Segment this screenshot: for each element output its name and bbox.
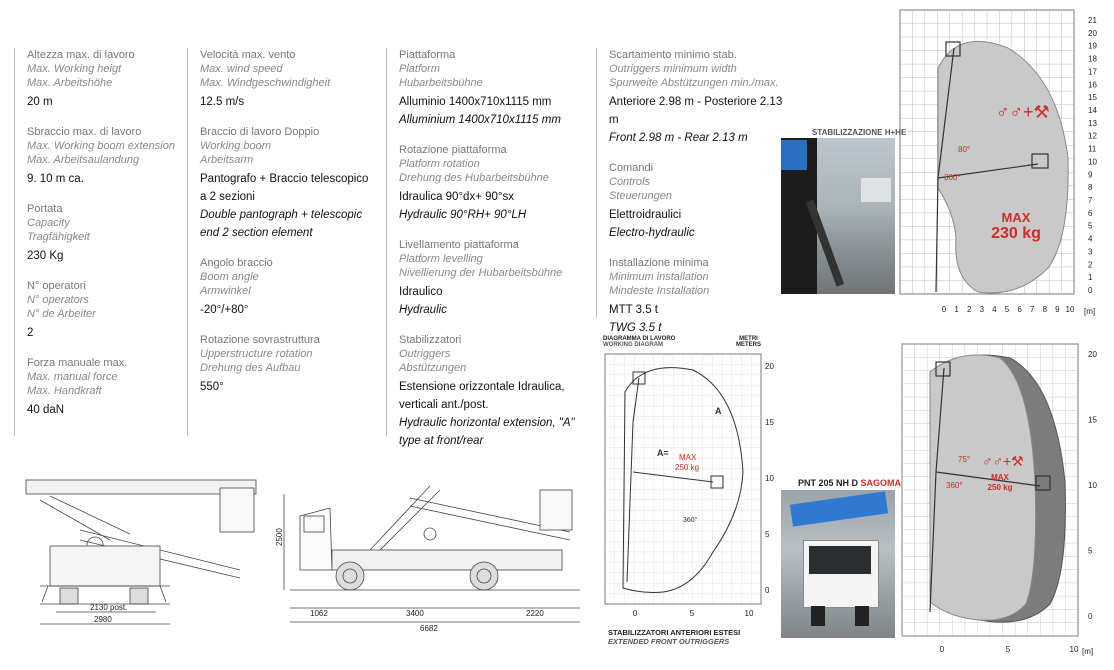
diagram-mid-unit: METRI METERS xyxy=(736,336,762,348)
spec-label-de: Hubarbeitsbühne xyxy=(399,77,483,89)
working-diagram-mid xyxy=(603,352,778,622)
spec-label-it: Braccio di lavoro Doppio xyxy=(200,126,320,138)
axis-tick-label: 19 xyxy=(1088,41,1097,51)
capacity-kg-top: 230 kg xyxy=(991,225,1041,242)
kg-mid: 250 kg xyxy=(675,463,700,472)
spec-column-4 xyxy=(596,48,789,334)
spec-label-de: Spurweite Abstützungen min./max. xyxy=(609,77,779,89)
spec-value-en: Electro-hydraulic xyxy=(609,227,695,239)
axis-tick-label: 16 xyxy=(1088,80,1097,90)
photo-mid-caption: PNT 205 NH D SAGOMA xyxy=(798,478,902,488)
spec-value: 12.5 m/s xyxy=(200,96,245,108)
spec-label-en: Max. Working boom extension xyxy=(27,140,175,152)
spec-label-it: Rotazione sovrastruttura xyxy=(200,334,320,346)
capacity-max-top: MAX xyxy=(1001,210,1031,225)
spec-label-en: Max. Working heigt xyxy=(27,63,122,75)
axis-tick-label: 0 xyxy=(765,586,770,595)
spec-value: Alluminio 1400x710x1115 mm xyxy=(399,96,552,108)
spec-label-de: Abstützungen xyxy=(399,362,467,374)
spec-label-de: Max. Windgeschwindigheit xyxy=(200,77,331,89)
axis-tick-label: 18 xyxy=(1088,54,1097,64)
spec-value: 550° xyxy=(200,381,224,393)
axis-tick-label: 20 xyxy=(765,362,774,371)
spec-item xyxy=(27,279,187,342)
spec-label-en: Max. manual force xyxy=(27,371,118,383)
axis-tick-label: 15 xyxy=(765,418,774,427)
spec-label-de: Max. Arbeitshöhe xyxy=(27,77,113,89)
axis-tick-label: 2 xyxy=(966,305,972,314)
spec-column-3 xyxy=(386,48,599,447)
axis-tick-label: 10 xyxy=(1065,305,1075,314)
persons-icon: ♂♂+⚒ xyxy=(996,102,1050,122)
spec-label-it: Scartamento minimo stab. xyxy=(609,49,737,61)
axis-tick-label: 10 xyxy=(1088,157,1097,167)
spec-label-it: Sbraccio max. di lavoro xyxy=(27,126,142,138)
spec-item xyxy=(609,256,789,337)
axis-tick-label: 10 xyxy=(1069,645,1079,654)
axis-tick-label: 17 xyxy=(1088,67,1097,77)
axis-tick-label: 5 xyxy=(689,609,695,618)
spec-value: 9. 10 m ca. xyxy=(27,173,84,185)
spec-label-it: Piattaforma xyxy=(399,49,456,61)
spec-value: Estensione orizzontale Idraulica, verticali ant./post. xyxy=(399,381,565,411)
spec-item xyxy=(27,356,187,419)
spec-label-it: Livellamento piattaforma xyxy=(399,239,519,251)
spec-label-en: Outriggers xyxy=(399,348,451,360)
axis-tick-label: 8 xyxy=(1088,183,1093,193)
spec-value: Idraulica 90°dx+ 90°sx xyxy=(399,191,514,203)
spec-label-de: Steuerungen xyxy=(609,190,672,202)
spec-value: 230 Kg xyxy=(27,250,64,262)
rot-360-top: 360° xyxy=(944,173,961,182)
spec-item xyxy=(27,48,187,111)
axis-tick-label: 2 xyxy=(1088,260,1093,270)
axis-tick-label: 6 xyxy=(1017,305,1022,314)
truck-photo-front xyxy=(781,490,895,638)
spec-value-en: Double pantograph + telescopic end 2 section element xyxy=(200,209,363,239)
axis-tick-label: 15 xyxy=(1088,415,1097,425)
unit-m-top: [m] xyxy=(1084,307,1096,316)
spec-value: Idraulico xyxy=(399,286,443,298)
axis-tick-label: 4 xyxy=(1088,234,1093,244)
spec-item xyxy=(200,256,378,319)
spec-label-de: Armwinkel xyxy=(200,285,251,297)
axis-tick-label: 20 xyxy=(1088,350,1097,359)
spec-value: 2 xyxy=(27,327,34,339)
max-mid: MAX xyxy=(679,453,697,462)
axis-tick-label: 5 xyxy=(1088,546,1093,556)
axis-tick-label: 10 xyxy=(1088,481,1097,490)
spec-value: -20°/+80° xyxy=(200,304,249,316)
axis-tick-label: 11 xyxy=(1088,144,1097,154)
rot-360-bottom: 360° xyxy=(946,481,963,490)
spec-label-en: Platform rotation xyxy=(399,158,480,170)
rear-view-drawing xyxy=(20,470,260,640)
spec-item xyxy=(27,125,187,188)
axis-tick-label: 5 xyxy=(1088,221,1093,231)
spec-item xyxy=(609,161,789,242)
axis-tick-label: 9 xyxy=(1055,305,1060,314)
axis-tick-label: 14 xyxy=(1088,106,1097,115)
spec-label-it: Installazione minima xyxy=(609,257,709,269)
spec-label-it: Forza manuale max. xyxy=(27,357,128,369)
dim-6682: 6682 xyxy=(420,624,438,633)
spec-value: Anteriore 2.98 m - Posteriore 2.13 m xyxy=(609,96,783,126)
rot-mid: 360° xyxy=(683,517,698,524)
spec-label-en: Working boom xyxy=(200,140,271,152)
axis-tick-label: 4 xyxy=(992,305,997,314)
spec-label-de: Nivellierung der Hubarbeitsbühne xyxy=(399,267,563,279)
max-bottom: MAX xyxy=(991,473,1009,482)
dim-2980: 2980 xyxy=(94,615,112,624)
dim-3400: 3400 xyxy=(406,609,424,618)
spec-value-en: TWG 3.5 t xyxy=(609,322,662,334)
axis-tick-label: 8 xyxy=(1042,305,1048,314)
spec-label-it: Angolo braccio xyxy=(200,257,273,269)
spec-column-1 xyxy=(14,48,187,436)
spec-value-en: Hydraulic horizontal extension, "A" type at front/rear xyxy=(399,417,575,447)
working-diagram-bottom xyxy=(900,342,1110,660)
spec-label-de: Arbeitsarm xyxy=(200,154,254,166)
axis-tick-label: 0 xyxy=(632,609,638,618)
axis-tick-label: 0 xyxy=(1088,286,1093,295)
spec-value-en: Alluminium 1400x710x1115 mm xyxy=(399,114,561,126)
spec-label-en: Boom angle xyxy=(200,271,259,283)
axis-tick-label: 21 xyxy=(1088,16,1097,25)
spec-label-de: Mindeste Installation xyxy=(609,285,710,297)
axis-tick-label: 20 xyxy=(1088,28,1097,38)
axis-tick-label: 10 xyxy=(744,609,754,618)
spec-value-en: Hydraulic 90°RH+ 90°LH xyxy=(399,209,527,221)
spec-label-en: Upperstructure rotation xyxy=(200,348,313,360)
spec-label-it: Comandi xyxy=(609,162,654,174)
spec-label-de: N° de Arbeiter xyxy=(27,308,96,320)
axis-tick-label: 6 xyxy=(1088,208,1093,218)
axis-tick-label: 3 xyxy=(1088,247,1093,257)
spec-label-it: N° operatori xyxy=(27,280,86,292)
axis-tick-label: 5 xyxy=(1005,645,1011,654)
axis-tick-label: 5 xyxy=(1004,305,1010,314)
spec-label-en: N° operators xyxy=(27,294,89,306)
truck-side-view-drawing xyxy=(270,470,600,635)
spec-item xyxy=(609,48,789,147)
axis-tick-label: 0 xyxy=(941,305,947,314)
spec-label-de: Max. Handkraft xyxy=(27,385,102,397)
axis-tick-label: 7 xyxy=(1088,196,1093,205)
spec-value-en: Front 2.98 m - Rear 2.13 m xyxy=(609,132,748,144)
spec-value: 40 daN xyxy=(27,404,65,416)
axis-tick-label: 5 xyxy=(765,530,770,539)
persons-icon-bottom: ♂♂+⚒ xyxy=(982,453,1024,469)
diagram-mid-title: DIAGRAMMA DI LAVORO WORKING DIAGRAM xyxy=(603,336,676,348)
spec-label-en: Platform xyxy=(399,63,440,75)
axis-tick-label: 13 xyxy=(1088,118,1097,128)
spec-value-en: Hydraulic xyxy=(399,304,447,316)
axis-tick-label: 7 xyxy=(1029,305,1035,314)
spec-label-it: Rotazione piattaforma xyxy=(399,144,507,156)
angle-75: 75° xyxy=(958,455,971,464)
spec-item xyxy=(27,202,187,265)
unit-m-bottom: [m] xyxy=(1082,647,1094,656)
axis-tick-label: 10 xyxy=(765,474,774,483)
spec-label-it: Stabilizzatori xyxy=(399,334,462,346)
spec-item xyxy=(200,333,378,396)
truck-photo-top xyxy=(781,138,895,294)
spec-item xyxy=(399,48,599,129)
spec-value: Pantografo + Braccio telescopico a 2 sezioni xyxy=(200,173,369,203)
spec-label-en: Outriggers minimum width xyxy=(609,63,737,75)
axis-tick-label: 12 xyxy=(1088,131,1097,141)
spec-item xyxy=(399,143,599,224)
axis-tick-label: 0 xyxy=(1088,612,1093,621)
spec-label-en: Platform levelling xyxy=(399,253,483,265)
spec-label-it: Portata xyxy=(27,203,63,215)
spec-label-en: Controls xyxy=(609,176,650,188)
spec-label-it: Altezza max. di lavoro xyxy=(27,49,135,61)
spec-label-en: Capacity xyxy=(27,217,70,229)
spec-label-de: Drehung des Hubarbeitsbühne xyxy=(399,172,549,184)
spec-item xyxy=(200,125,378,242)
spec-item xyxy=(200,48,378,111)
spec-value: 20 m xyxy=(27,96,53,108)
spec-value: Elettroidraulici xyxy=(609,209,682,221)
axis-tick-label: 1 xyxy=(954,305,959,314)
spec-label-en: Minimum installation xyxy=(609,271,709,283)
axis-tick-label: 3 xyxy=(979,305,985,314)
axis-tick-label: 1 xyxy=(1088,273,1093,283)
dim-2220: 2220 xyxy=(526,609,544,618)
spec-label-en: Max. wind speed xyxy=(200,63,283,75)
dim-2130: 2130 post. xyxy=(90,603,128,612)
a-equals: A= xyxy=(657,448,669,458)
spec-item xyxy=(399,333,599,450)
angle-80: 80° xyxy=(958,145,971,154)
axis-tick-label: 0 xyxy=(939,645,945,654)
spec-label-de: Max. Arbeitsaulandung xyxy=(27,154,140,166)
axis-tick-label: 15 xyxy=(1088,93,1097,103)
dim-1062: 1062 xyxy=(310,609,328,618)
working-diagram-top xyxy=(898,8,1108,318)
spec-column-2 xyxy=(187,48,378,436)
dim-2500: 2500 xyxy=(275,528,284,546)
kg-bottom: 250 kg xyxy=(987,483,1013,492)
spec-label-de: Drehung des Aufbau xyxy=(200,362,301,374)
spec-label-it: Velocità max. vento xyxy=(200,49,296,61)
diagram-mid-footer: STABILIZZATORI ANTERIORI ESTESI EXTENDED FRONT OUTRIGGERS xyxy=(608,628,741,646)
spec-label-de: Tragfähigkeit xyxy=(27,231,90,243)
spec-value: MTT 3.5 t xyxy=(609,304,658,316)
axis-tick-label: 9 xyxy=(1088,170,1093,180)
photo-top-caption: STABILIZZAZIONE H+HE xyxy=(812,128,907,137)
spec-item xyxy=(399,238,599,319)
corner-a: A xyxy=(715,406,722,416)
